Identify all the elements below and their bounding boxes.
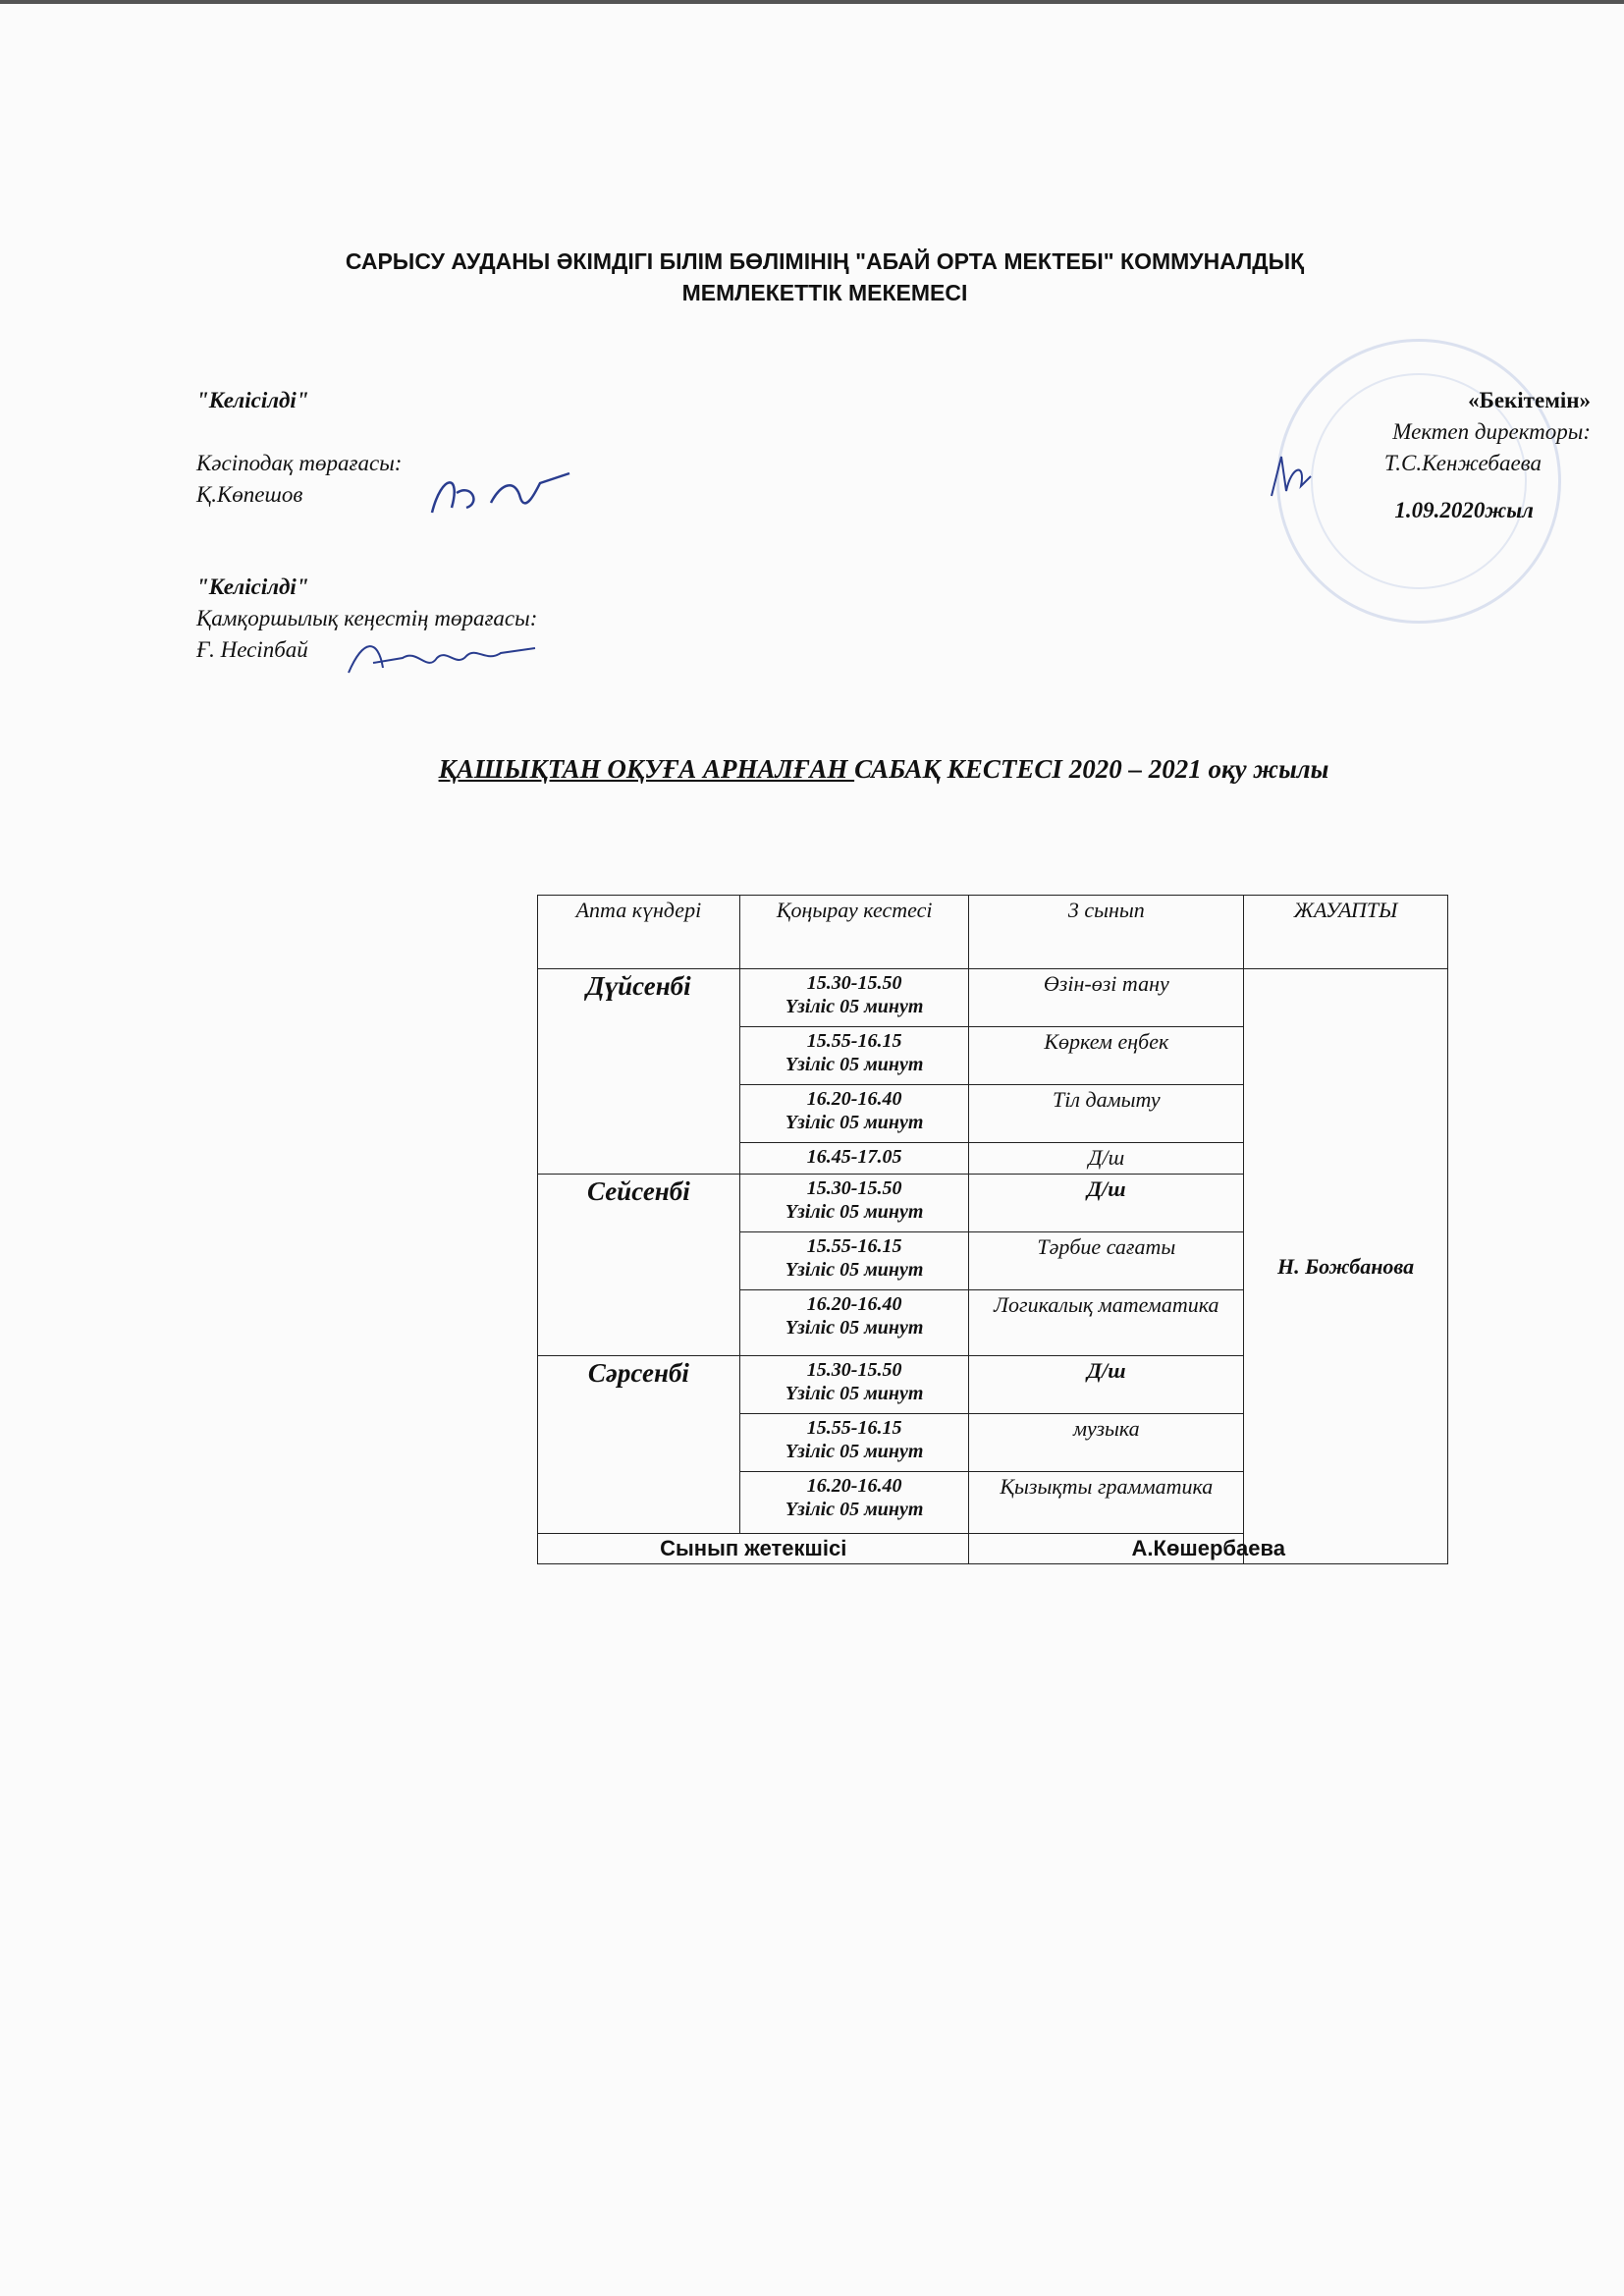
subject-cell: Өзін-өзі тану	[969, 969, 1244, 1027]
class-teacher-label: Сынып жетекшісі	[538, 1534, 969, 1564]
approval-date: 1.09.2020жыл	[1394, 498, 1534, 522]
day-cell: Дүйсенбі	[538, 969, 740, 1175]
time-cell: 15.30-15.50 Үзіліс 05 минут	[739, 969, 969, 1027]
responsible-cell: Н. Божбанова	[1244, 969, 1448, 1564]
subject-cell: Д/ш	[969, 1356, 1244, 1414]
day-cell: Сейсенбі	[538, 1175, 740, 1356]
agreed-label: "Келісілді"	[196, 574, 309, 599]
approve-label: «Бекітемін»	[1468, 388, 1591, 412]
title-underlined-part: ҚАШЫҚТАН ОҚУҒА АРНАЛҒАН	[438, 754, 855, 784]
table-footer-row	[538, 1534, 1448, 1564]
header-cell-bells: Қоңырау кестесі	[739, 896, 969, 969]
time-cell: 16.20-16.40 Үзіліс 05 минут	[739, 1290, 969, 1356]
scan-top-edge	[0, 0, 1624, 4]
header-cell-class: 3 сынып	[969, 896, 1244, 969]
time-cell: 16.20-16.40 Үзіліс 05 минут	[739, 1085, 969, 1143]
time-cell: 15.55-16.15 Үзіліс 05 минут	[739, 1414, 969, 1472]
title-rest: САБАҚ КЕСТЕСІ 2020 – 2021 оқу жылы	[854, 754, 1329, 784]
agreed-block-union	[196, 385, 402, 511]
subject-cell: Тіл дамыту	[969, 1085, 1244, 1143]
schedule-table	[537, 895, 1448, 1564]
subject-cell: Логикалық математика	[969, 1290, 1244, 1356]
header-cell-days: Апта күндері	[538, 896, 740, 969]
table-header-row	[538, 896, 1448, 969]
subject-cell: Д/ш	[969, 1175, 1244, 1232]
day-cell: Сәрсенбі	[538, 1356, 740, 1534]
header-cell-responsible: ЖАУАПТЫ	[1244, 896, 1448, 969]
time-cell: 16.20-16.40 Үзіліс 05 минут	[739, 1472, 969, 1534]
signer-position: Кәсіподақ төрағасы:	[196, 451, 403, 475]
time-cell: 15.30-15.50 Үзіліс 05 минут	[739, 1175, 969, 1232]
subject-cell: Д/ш	[969, 1143, 1244, 1175]
document-header	[157, 246, 1492, 308]
signer-name: Ғ. Несіпбай	[196, 637, 308, 662]
subject-cell: Көркем еңбек	[969, 1027, 1244, 1085]
signer-position: Қамқоршылық кеңестің төрағасы:	[196, 606, 538, 630]
schedule-title	[295, 754, 1473, 785]
header-line-2: МЕМЛЕКЕТТІК МЕКЕМЕСІ	[681, 280, 968, 305]
table-row	[538, 969, 1448, 1027]
signature-director	[1262, 447, 1321, 506]
class-teacher-name: А.Көшербаева	[969, 1534, 1448, 1564]
subject-cell: Тәрбие сағаты	[969, 1232, 1244, 1290]
signature-nesipbay	[344, 629, 540, 687]
header-line-1: САРЫСУ АУДАНЫ ӘКІМДІГІ БІЛІМ БӨЛІМІНІҢ "АБАЙ ОРТА МЕКТЕБІ" КОММУНАЛДЫҚ	[345, 248, 1305, 274]
subject-cell: Қызықты грамматика	[969, 1472, 1244, 1534]
signer-name: Қ.Көпешов	[196, 482, 303, 507]
subject-cell: музыка	[969, 1414, 1244, 1472]
agreed-label: "Келісілді"	[196, 388, 309, 412]
signature-kopeshov	[422, 454, 579, 532]
director-position: Мектеп директоры:	[1392, 419, 1591, 444]
time-cell: 15.55-16.15 Үзіліс 05 минут	[739, 1027, 969, 1085]
time-cell: 15.55-16.15 Үзіліс 05 минут	[739, 1232, 969, 1290]
time-cell: 16.45-17.05	[739, 1143, 969, 1175]
director-name: Т.С.Кенжебаева	[1383, 451, 1542, 475]
time-cell: 15.30-15.50 Үзіліс 05 минут	[739, 1356, 969, 1414]
